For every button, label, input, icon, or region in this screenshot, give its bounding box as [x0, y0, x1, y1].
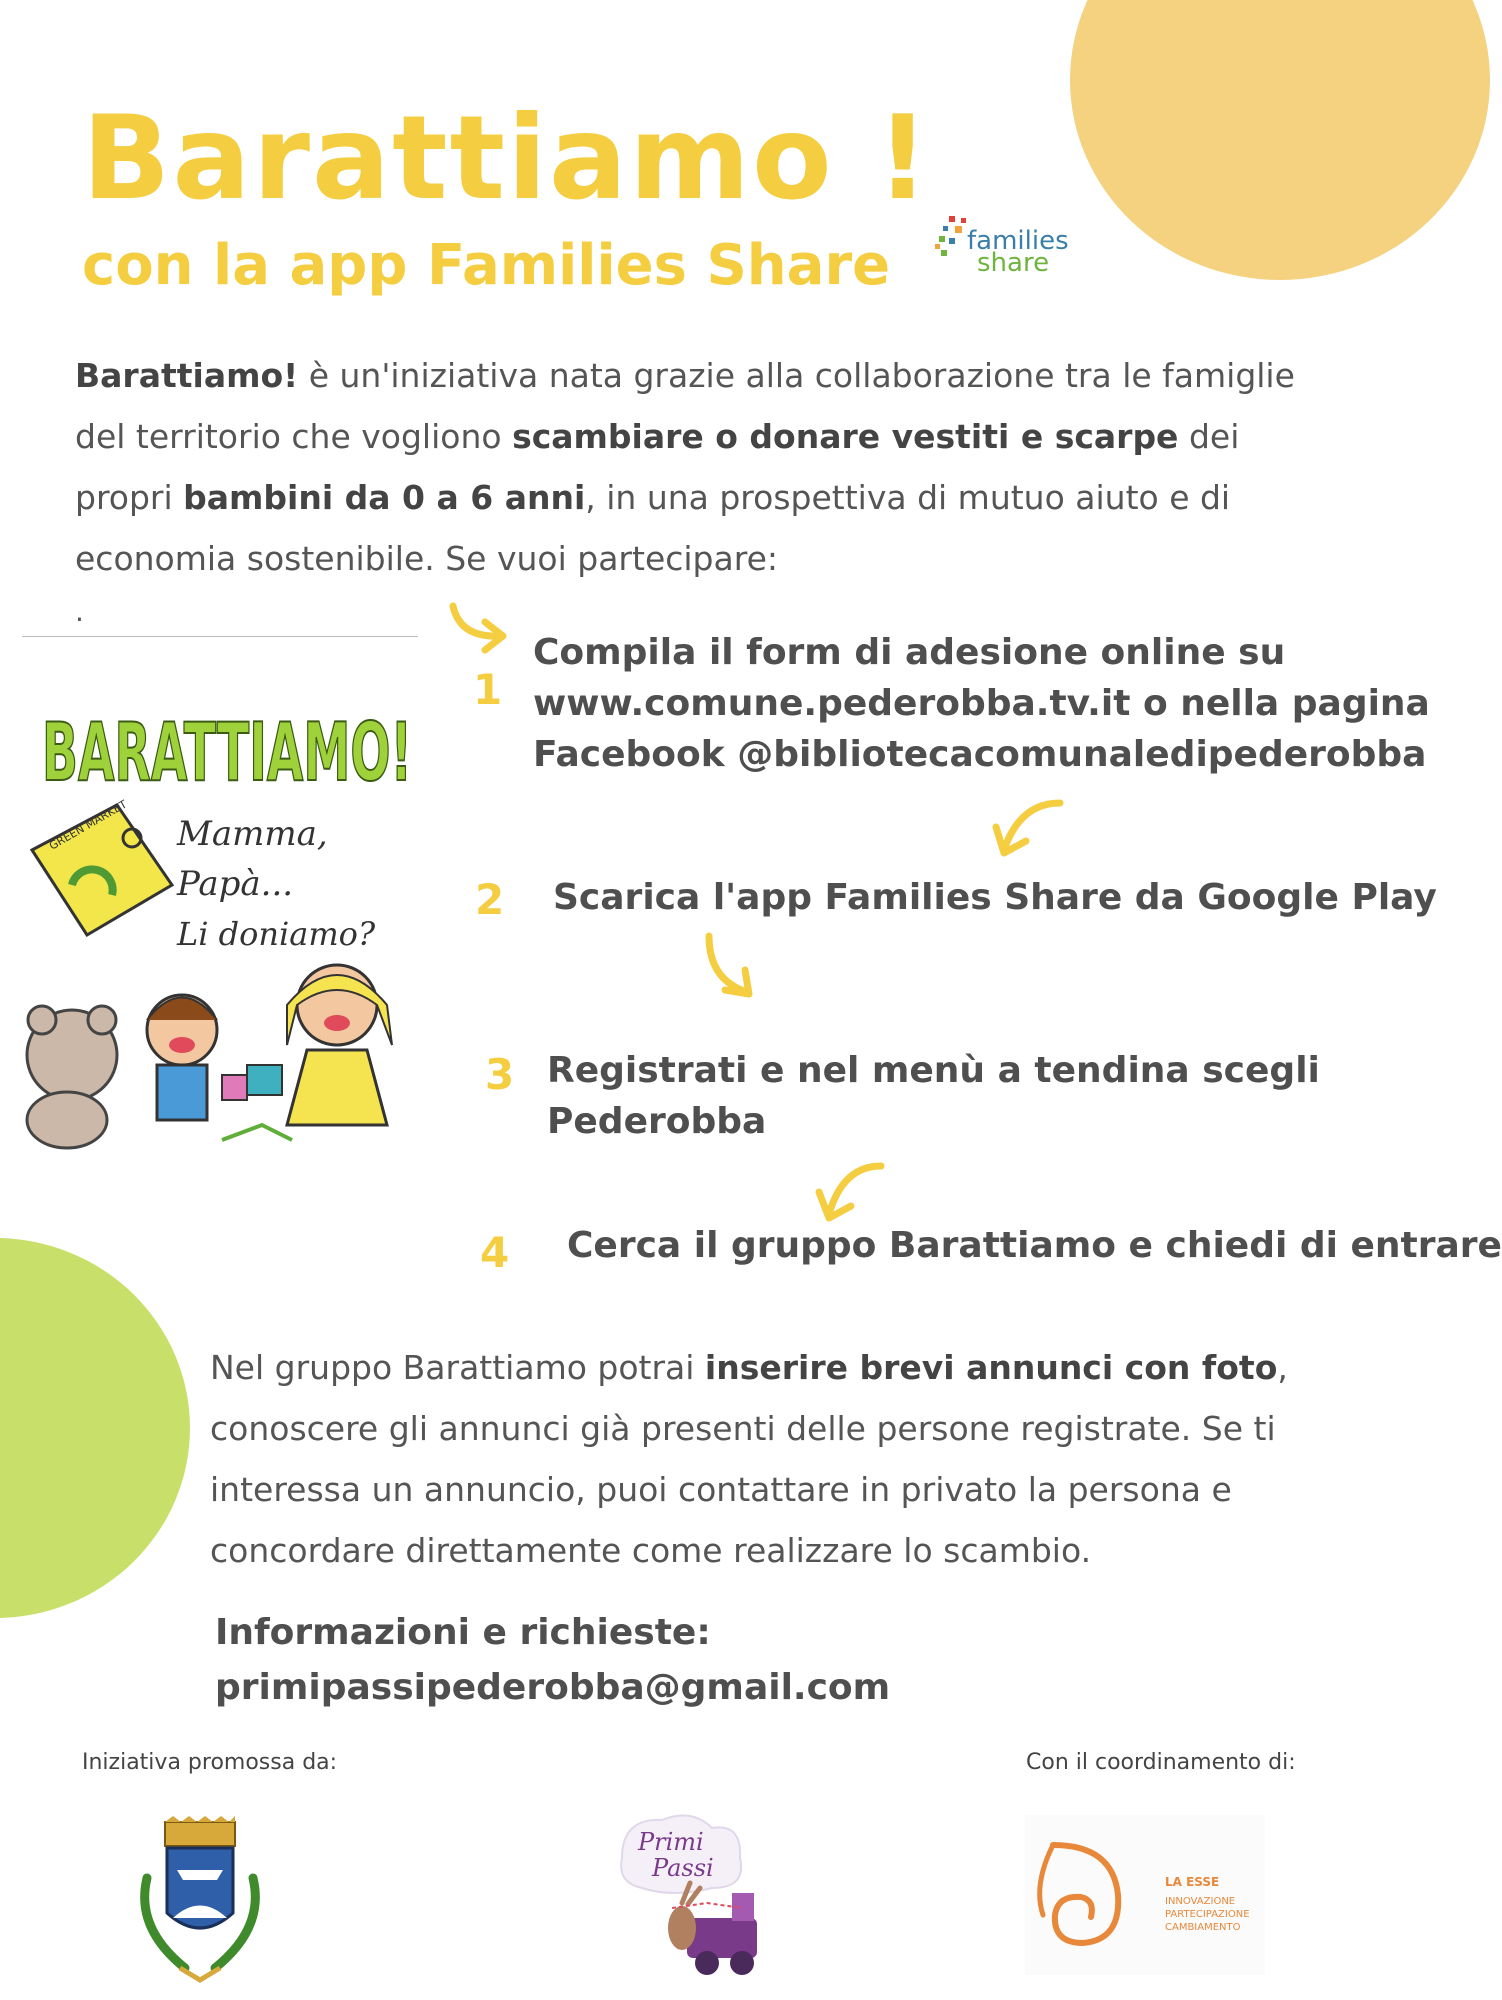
la-esse-tagline-3: CAMBIAMENTO: [1165, 1922, 1241, 1933]
step-2-number: 2: [475, 875, 505, 924]
primi-passi-logo: [612, 1808, 782, 1983]
page-subtitle: con la app Families Share: [82, 233, 891, 298]
illustration-drawing: [22, 645, 418, 1150]
families-share-logo-line1: families: [967, 226, 1069, 256]
primi-passi-word-1: Primi: [638, 1828, 704, 1856]
intro-bold-1: scambiare o donare vestiti e scarpe: [512, 417, 1179, 456]
promoted-by-label: Iniziativa promossa da:: [82, 1750, 338, 1775]
info-label: Informazioni e richieste:: [215, 1612, 711, 1653]
la-esse-logo: [1025, 1815, 1265, 1975]
primi-passi-word-2: Passi: [652, 1854, 714, 1882]
arrow-2-icon: [990, 795, 1070, 865]
step-1-number: 1: [473, 665, 503, 714]
decor-circle-yellow: [1070, 0, 1490, 280]
step-1-line-3: Facebook @bibliotecacomunaledipederobba: [533, 734, 1427, 775]
illustration-tag: GREEN MARKET: [47, 797, 130, 853]
la-esse-tagline: [1165, 1895, 1250, 1934]
divider-line: [22, 636, 418, 637]
intro-text-2: dei propri: [75, 417, 1240, 517]
arrow-1-icon: [445, 600, 515, 660]
illustration-caption-3: Li doniamo?: [177, 915, 376, 953]
illustration-caption-2: Papà...: [177, 864, 294, 904]
families-share-logo: [935, 212, 1069, 292]
intro-paragraph: [75, 345, 1345, 589]
pederobba-crest-logo: [125, 1818, 275, 1983]
intro-bold-name: Barattiamo!: [75, 356, 299, 395]
page-title: Barattiamo !: [82, 91, 931, 226]
intro-bold-2: bambini da 0 a 6 anni: [183, 478, 586, 517]
families-share-logo-line2: share: [977, 248, 1050, 278]
intro-text-1: è un'iniziativa nata grazie alla collaborazione tra le famiglie del territorio che vogliono: [75, 356, 1295, 456]
illustration-caption-1: Mamma,: [177, 814, 328, 854]
la-esse-tagline-2: PARTECIPAZIONE: [1165, 1909, 1250, 1920]
decor-circle-green: [0, 1238, 190, 1618]
step-4-number: 4: [480, 1228, 510, 1277]
group-description-bold: inserire brevi annunci con foto: [704, 1348, 1278, 1387]
group-description-text-2: , conoscere gli annunci già presenti delle persone registrate. Se ti interessa un annuncio, puoi contattare in privato la persona e concordare direttamente come realizzare lo scambio.: [210, 1348, 1288, 1570]
step-1-line-2: www.comune.pederobba.tv.it o nella pagina: [533, 683, 1430, 724]
arrow-3-icon: [695, 930, 765, 1005]
info-email: primipassipederobba@gmail.com: [215, 1667, 891, 1708]
step-2-text: Scarica l'app Families Share da Google Play: [553, 877, 1437, 918]
coordinated-by-label: Con il coordinamento di:: [1026, 1750, 1296, 1775]
la-esse-title: LA ESSE: [1165, 1875, 1220, 1889]
illustration-headline: BARATTIAMO!: [42, 706, 412, 799]
step-4-text: Cerca il gruppo Barattiamo e chiedi di entrare: [567, 1225, 1502, 1266]
la-esse-spiral-icon: [1033, 1825, 1143, 1965]
step-1-text: [533, 627, 1430, 780]
group-description: [210, 1337, 1390, 1581]
step-1-line-1: Compila il form di adesione online su: [533, 632, 1286, 673]
step-3-line-2: Pederobba: [547, 1101, 767, 1142]
arrow-4-icon: [815, 1158, 890, 1228]
barattiamo-illustration: [22, 645, 418, 1150]
group-description-text-1: Nel gruppo Barattiamo potrai: [210, 1348, 705, 1387]
step-3-line-1: Registrati e nel menù a tendina scegli: [547, 1050, 1320, 1091]
la-esse-tagline-1: INNOVAZIONE: [1165, 1896, 1236, 1907]
stray-dot: .: [75, 595, 84, 628]
step-3-text: [547, 1045, 1320, 1147]
intro-text-3: , in una prospettiva di mutuo aiuto e di economia sostenibile. Se vuoi partecipare:: [75, 478, 1231, 578]
step-3-number: 3: [485, 1050, 515, 1099]
